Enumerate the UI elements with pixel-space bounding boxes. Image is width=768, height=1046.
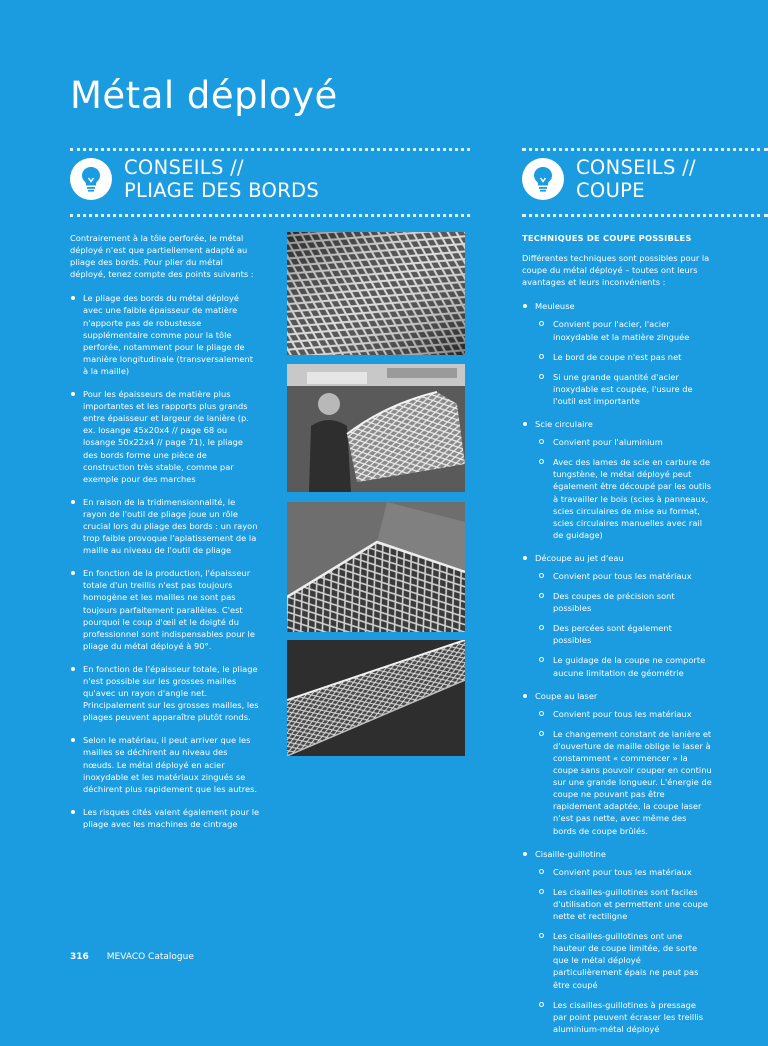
- sub-item: Le guidage de la coupe ne comporte aucune limitation de géométrie: [535, 654, 712, 678]
- list-item: [522, 848, 712, 1035]
- techniques-heading: TECHNIQUES DE COUPE POSSIBLES: [522, 233, 692, 243]
- sub-item: Les cisailles-guillotines ont une hauteur de coupe limitée, de sorte que le métal déployé particulièrement épais ne peut pas être coupé: [535, 930, 712, 990]
- page-number: 316: [70, 952, 89, 962]
- divider-bottom-left: [70, 214, 470, 217]
- photo-worker: [287, 364, 465, 492]
- section-header-pliage: [70, 156, 319, 202]
- list-item: [522, 300, 712, 407]
- section-title-line1: CONSEILS //: [576, 156, 696, 179]
- technique-name: Coupe au laser: [535, 690, 598, 701]
- list-item: Le pliage des bords du métal déployé avec une faible épaisseur de matière n'apporte pas de robustesse supplémentaire comme pour la tôle perforée, notamment pour le pliage de manière longitudinale (transversalement à la maille): [70, 292, 260, 377]
- sub-item: Convient pour l'aluminium: [535, 436, 712, 448]
- catalogue-name: MEVACO Catalogue: [106, 952, 194, 962]
- technique-name: Découpe au jet d'eau: [535, 552, 624, 563]
- techniques-list: [522, 300, 712, 1035]
- list-item: En fonction de l'épaisseur totale, le pliage n'est possible sur les grosses mailles qu'avec un rayon d'angle net. Principalement sur les grosses mailles, les pliages peuvent apparaître plutôt ronds.: [70, 663, 260, 723]
- sub-item: Avec des lames de scie en carbure de tungstène, le métal déployé peut également être découpé par les outils à travailler le bois (scies à panneaux, scies circulaires de mise au format, scies circulaires manuelles avec rail de guidage): [535, 456, 712, 541]
- lightbulb-icon: [70, 158, 112, 200]
- pliage-list: [70, 292, 260, 830]
- section-title-line1: CONSEILS //: [124, 156, 244, 179]
- page-footer: [70, 952, 194, 962]
- sub-item: Les cisailles-guillotines sont faciles d'utilisation et permettent une coupe nette et rectiligne: [535, 886, 712, 922]
- section-title-line2: COUPE: [576, 179, 645, 202]
- divider-top-left: [70, 148, 470, 151]
- sub-item: Convient pour tous les matériaux: [535, 866, 712, 878]
- left-column: [70, 232, 260, 841]
- photo-bent-mesh: [287, 502, 465, 632]
- divider-top-right: [522, 148, 768, 151]
- sub-item: Le bord de coupe n'est pas net: [535, 351, 712, 363]
- list-item: [522, 552, 712, 679]
- technique-name: Cisaille-guillotine: [535, 848, 606, 859]
- lightbulb-icon: [522, 158, 564, 200]
- sub-item: Convient pour tous les matériaux: [535, 708, 712, 720]
- page-title: Métal déployé: [70, 74, 338, 117]
- sub-item: Des coupes de précision sont possibles: [535, 590, 712, 614]
- sub-item: Si une grande quantité d'acier inoxydable est coupée, l'usure de l'outil est importante: [535, 371, 712, 407]
- list-item: [522, 690, 712, 837]
- photo-mesh-profiles: [287, 640, 465, 756]
- intro-paragraph: Contrairement à la tôle perforée, le métal déployé n'est que partiellement adapté au pliage des bords. Pour plier du métal déployé, tenez compte des points suivants :: [70, 233, 254, 280]
- list-item: En raison de la tridimensionnalité, le rayon de l'outil de pliage joue un rôle crucial lors du pliage des bords : un rayon trop faible provoque l'aplatissement de la maille au niveau de l'outil de pliage: [70, 496, 260, 556]
- technique-name: Meuleuse: [535, 301, 575, 312]
- technique-name: Scie circulaire: [535, 419, 593, 430]
- sub-item: Les cisailles-guillotines à pressage par point peuvent écraser les treillis aluminium-métal déployé: [535, 999, 712, 1035]
- list-item: Pour les épaisseurs de matière plus importantes et les rapports plus grands entre épaisseur et largeur de lanière (p. ex. losange 45x20x4 // page 68 ou losange 50x22x4 // page 71), le pliage des bords forme une pièce de construction très stable, comme par exemple pour des marches: [70, 388, 260, 485]
- sub-item: Convient pour tous les matériaux: [535, 570, 712, 582]
- intro-paragraph: Différentes techniques sont possibles pour la coupe du métal déployé – toutes ont leurs avantages et leurs inconvénients :: [522, 253, 710, 288]
- list-item: [522, 418, 712, 541]
- photo-mesh-sheet: [287, 232, 465, 355]
- right-column: [522, 232, 712, 1046]
- sub-item: Le changement constant de lanière et d'ouverture de maille oblige le laser à constamment « commencer » la coupe sans pouvoir couper en continu sur une grande longueur. L'énergie de coupe ne pouvant pas être rapidement adaptée, la coupe laser n'est pas nette, avec même des bords de coupe brûlés.: [535, 728, 712, 837]
- sub-item: Des percées sont également possibles: [535, 622, 712, 646]
- divider-bottom-right: [522, 214, 768, 217]
- list-item: Les risques cités valent également pour le pliage avec les machines de cintrage: [70, 806, 260, 830]
- sub-item: Convient pour l'acier, l'acier inoxydable et la matière zinguée: [535, 318, 712, 342]
- list-item: Selon le matériau, il peut arriver que les mailles se déchirent au niveau des nœuds. Le métal déployé en acier inoxydable et les matériaux zingués se déchirent plus rapidement que les autres.: [70, 734, 260, 794]
- section-header-coupe: [522, 156, 696, 202]
- section-title-line2: PLIAGE DES BORDS: [124, 179, 320, 202]
- list-item: En fonction de la production, l'épaisseur totale d'un treillis n'est pas toujours homogène et les mailles ne sont pas toujours parfaitement parallèles. C'est pourquoi le coup d'œil et le doigté du professionnel sont indispensables pour le pliage du métal déployé à 90°.: [70, 567, 260, 652]
